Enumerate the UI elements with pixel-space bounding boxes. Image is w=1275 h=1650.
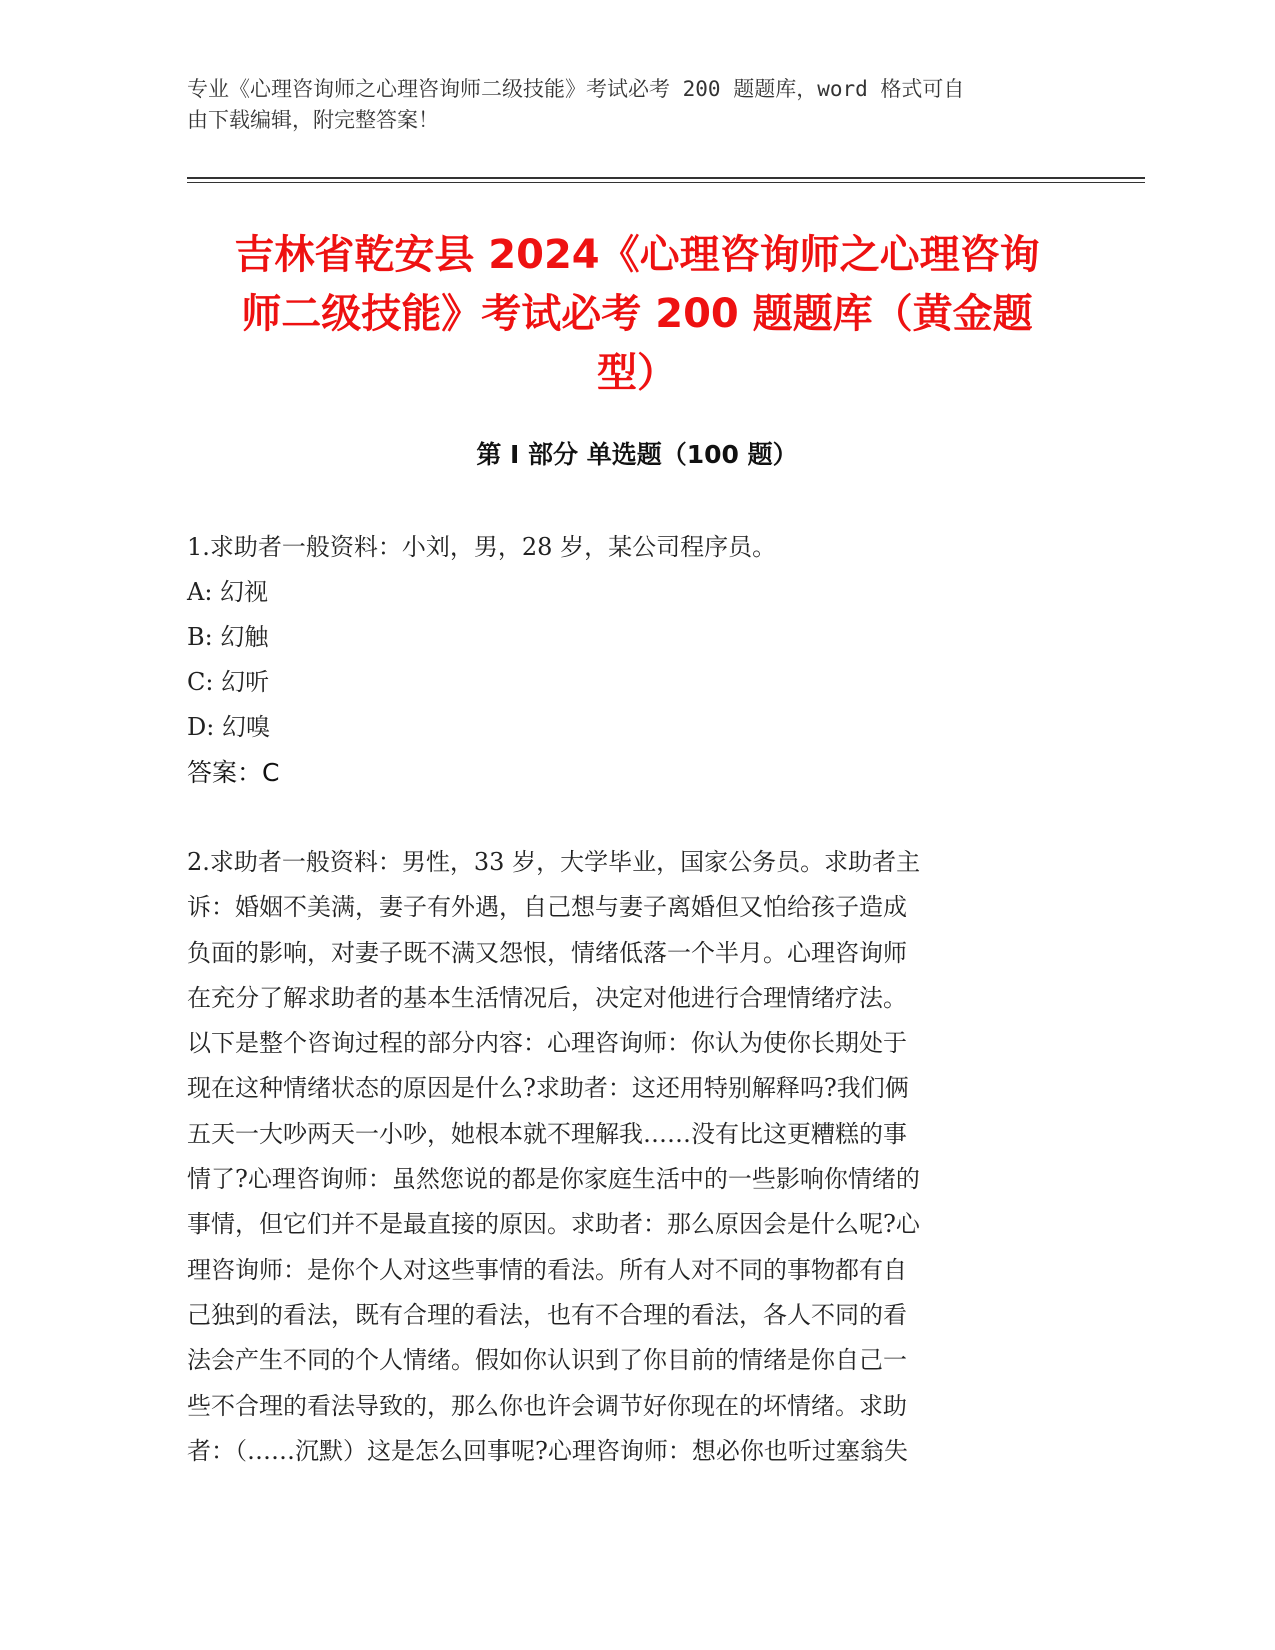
title-line: 吉林省乾安县 2024《心理咨询师之心理咨询 <box>234 232 1040 278</box>
section-heading: 第 I 部分 单选题（100 题） <box>476 440 798 469</box>
question-text-line: 者：（……沉默）这是怎么回事呢?心理咨询师：想必你也听过塞翁失 <box>187 1436 908 1465</box>
header-note-line: 由下载编辑，附完整答案！ <box>187 108 439 132</box>
question-text-line: 五天一大吵两天一小吵，她根本就不理解我……没有比这更糟糕的事 <box>187 1119 907 1148</box>
question-text-line: 情了?心理咨询师：虽然您说的都是你家庭生活中的一些影响你情绪的 <box>187 1165 920 1194</box>
question-2 <box>187 840 1067 1474</box>
header-note <box>187 74 1067 136</box>
option-a: A: 幻视 <box>187 578 269 606</box>
title-line: 师二级技能》考试必考 200 题题库（黄金题 <box>241 291 1033 337</box>
question-text-line: 己独到的看法，既有合理的看法，也有不合理的看法，各人不同的看 <box>187 1300 907 1329</box>
question-text-line: 法会产生不同的个人情绪。假如你认识到了你目前的情绪是你自己一 <box>187 1346 907 1375</box>
document-title <box>187 226 1087 403</box>
question-text-line: 以下是整个咨询过程的部分内容：心理咨询师：你认为使你长期处于 <box>187 1029 907 1058</box>
header-note-line: 专业《心理咨询师之心理咨询师二级技能》考试必考 200 题题库，word 格式可自 <box>187 77 965 101</box>
title-line: 型） <box>597 350 677 396</box>
question-text-line: 事情，但它们并不是最直接的原因。求助者：那么原因会是什么呢?心 <box>187 1210 920 1239</box>
header-divider-thin <box>187 182 1145 183</box>
option-c: C: 幻听 <box>187 668 270 696</box>
question-text-line: 2.求助者一般资料：男性，33 岁，大学毕业，国家公务员。求助者主 <box>187 848 921 876</box>
option-d: D: 幻嗅 <box>187 713 270 741</box>
header-divider-thick <box>187 177 1145 179</box>
question-stem: 1.求助者一般资料：小刘，男，28 岁，某公司程序员。 <box>187 533 777 561</box>
question-text-line: 理咨询师：是你个人对这些事情的看法。所有人对不同的事物都有自 <box>187 1255 907 1284</box>
question-text-line: 现在这种情绪状态的原因是什么?求助者：这还用特别解释吗?我们俩 <box>187 1074 909 1103</box>
option-b: B: 幻触 <box>187 623 269 651</box>
question-text-line: 负面的影响，对妻子既不满又怨恨，情绪低落一个半月。心理咨询师 <box>187 938 907 967</box>
question-text-line: 在充分了解求助者的基本生活情况后，决定对他进行合理情绪疗法。 <box>187 983 907 1012</box>
answer-line: 答案：C <box>187 758 280 787</box>
question-1 <box>187 525 1067 795</box>
question-text-line: 诉：婚姻不美满，妻子有外遇，自己想与妻子离婚但又怕给孩子造成 <box>187 893 907 922</box>
question-text-line: 些不合理的看法导致的，那么你也许会调节好你现在的坏情绪。求助 <box>187 1391 907 1420</box>
